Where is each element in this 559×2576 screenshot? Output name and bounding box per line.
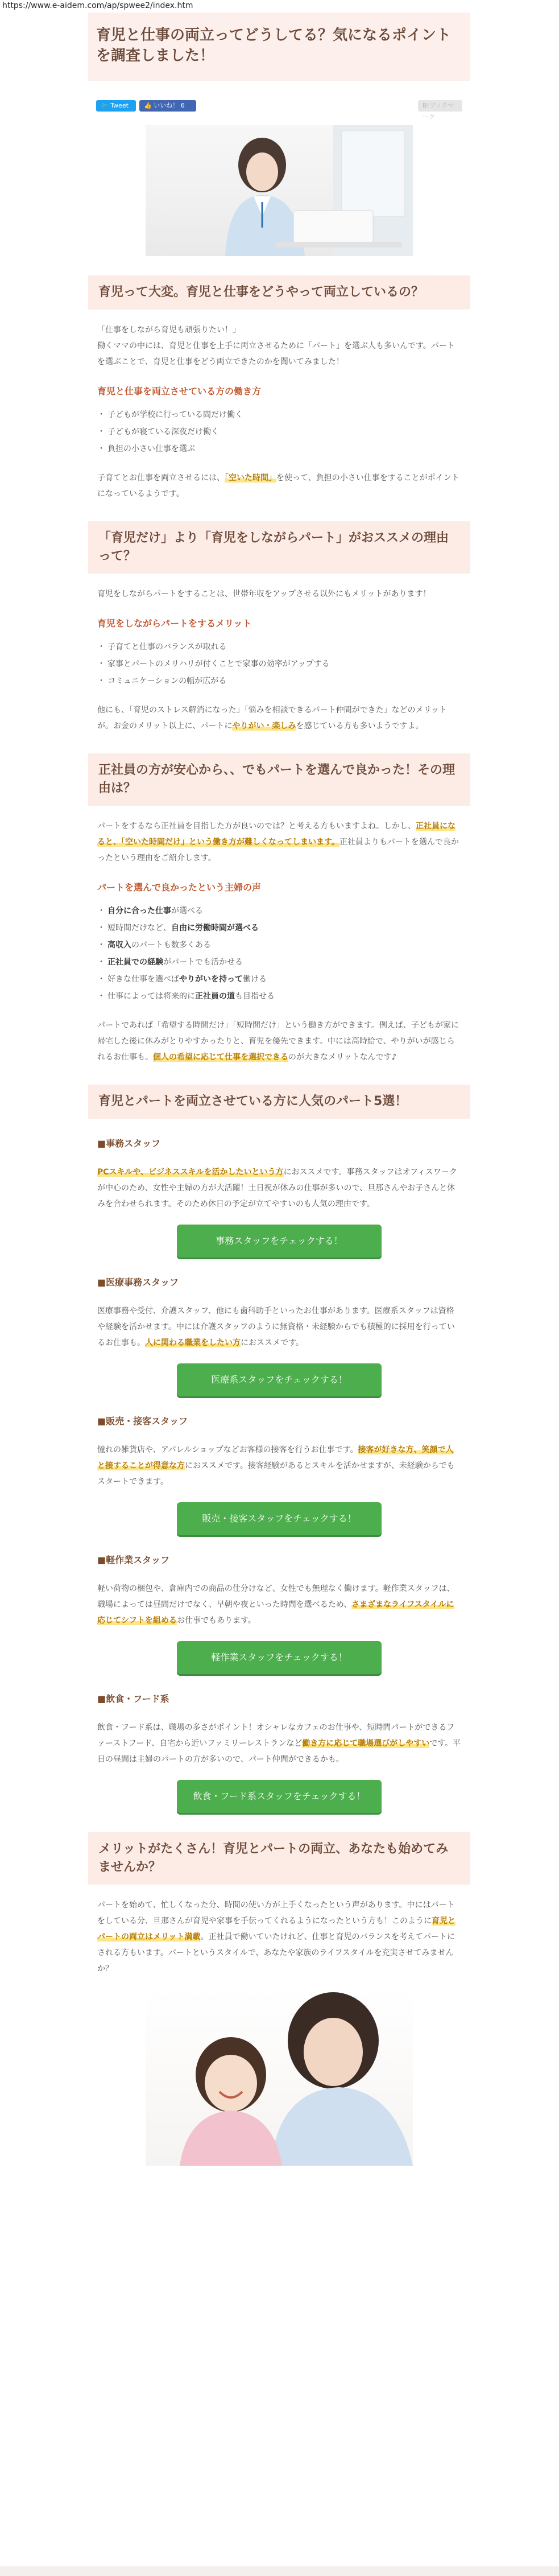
check-sales-button[interactable]: 販売・接客スタッフをチェックする！ — [177, 1502, 382, 1535]
list-item — [97, 920, 461, 937]
like-label: いいね！ 6 — [154, 102, 185, 109]
outro-text: のが大きなメリットなんです♪ — [288, 1053, 397, 1062]
thumbs-up-icon: 👍 — [144, 102, 154, 109]
list-item: ・ 負担の小さい仕事を選ぶ — [97, 440, 461, 458]
job-text: におススメです。事務スタッフはオフィスワークが中心のため、女性や主婦の方が大活躍！土日祝が休みの仕事が多いので、旦那さんやお子さんと休みを合わせられます。そのため休日の予定が立てやすいのも人気の理由です。 — [97, 1168, 457, 1209]
plain-text: 働ける — [243, 975, 267, 984]
bold-text: 正社員での経験 — [107, 958, 163, 967]
section-3-outro — [97, 1017, 461, 1065]
section-1-outro — [97, 470, 461, 502]
job-heading-office: ■事務スタッフ — [97, 1138, 161, 1149]
bold-text: 自由に労働時間が選べる — [171, 924, 259, 933]
url-text: https://www.e-aidem.com/ap/spwee2/index.htm — [2, 1, 193, 10]
bold-text: 自分に合った仕事 — [107, 906, 171, 916]
check-food-button[interactable]: 飲食・フード系スタッフをチェックする！ — [177, 1780, 382, 1813]
section-heading-1: 育児って大変。育児と仕事をどうやって両立しているの？ — [88, 275, 470, 310]
list-item — [97, 954, 461, 971]
hero-image-office-woman — [146, 125, 413, 256]
job-description — [97, 1720, 461, 1767]
job-text: におススメです。 — [241, 1338, 304, 1347]
highlight-text: 人に関わる職業をしたい方 — [145, 1338, 241, 1347]
job-heading-light-work: ■軽作業スタッフ — [97, 1555, 170, 1565]
share-bar — [88, 81, 470, 125]
job-description — [97, 1442, 461, 1490]
highlight-text: やりがい・楽しみ — [232, 722, 296, 731]
section-2-intro: 育児をしながらパートをすることは、世帯年収をアップさせる以外にもメリットがあります！ — [97, 590, 431, 599]
list-item: ・ コミュニケーションの幅が広がる — [97, 673, 461, 690]
tweet-label: Tweet — [110, 102, 129, 109]
page-title: 育児と仕事の両立ってどうしてる？気になるポイントを調査しました！ — [88, 13, 470, 81]
intro-text: 働くママの中には、育児と仕事を上手に両立させるために「パート」を選ぶ人も多いんです。パートを選ぶことで、育児と仕事をどう両立できたのかを聞いてみました！ — [97, 341, 455, 366]
job-text: 飲食・フード系は、職場の多さがポイント！オシャレなカフェのお仕事や、短時間パートができるファーストフード、自宅から近いファミリーレストランなど — [97, 1723, 455, 1748]
section-heading-5: メリットがたくさん！育児とパートの両立、あなたも始めてみませんか？ — [88, 1832, 470, 1885]
bookmark-button[interactable]: B!ブックマーク — [418, 100, 462, 112]
highlight-text: 接客が好きな方、笑顔で人と接することが得意な方 — [97, 1445, 454, 1470]
job-text: 軽い荷物の梱包や、倉庫内での商品の仕分けなど、女性でも無理なく働けます。軽作業スタッフは、職場によっては昼間だけでなく、早朝や夜といった時間を選べるため、 — [97, 1584, 455, 1609]
section-3-list — [97, 902, 461, 1005]
section-2-list — [97, 638, 461, 690]
section-3 — [88, 818, 470, 1065]
section-5-text — [97, 1897, 461, 1977]
plain-text: が選べる — [171, 906, 203, 916]
list-item: ・ 子どもが学校に行っている間だけ働く — [97, 406, 461, 423]
mother-child-photo — [146, 1989, 413, 2166]
section-5 — [88, 1897, 470, 1977]
job-description — [97, 1303, 461, 1351]
highlight-text: PCスキルや、ビジネススキルを活かしたいという方 — [97, 1168, 284, 1177]
section-1 — [88, 322, 470, 502]
highlight-text: 働き方に応じて職場選びがしやすい — [302, 1739, 430, 1748]
list-item: ・ 子育てと仕事のバランスが取れる — [97, 638, 461, 656]
mother-child-illustration — [146, 1989, 413, 2166]
job-text: におススメです。接客経験があるとスキルを活かせますが、未経験からでもスタートできます。 — [97, 1461, 455, 1486]
job-text: 憧れの雑貨店や、アパレルショップなどお客様の接客を行うお仕事です。 — [97, 1445, 358, 1454]
bold-text: 正社員の道 — [195, 992, 235, 1001]
section-2-subheading: 育児をしながらパートをするメリット — [97, 618, 252, 629]
check-medical-button[interactable]: 医療系スタッフをチェックする！ — [177, 1363, 382, 1396]
tweet-button[interactable] — [96, 100, 136, 112]
outro-text: を感じている方も多いようですよ。 — [296, 722, 424, 731]
job-text: お仕事でもあります。 — [177, 1616, 256, 1625]
section-3-intro — [97, 818, 461, 866]
highlight-text: 正社員になると、「空いた時間だけ」という働き方が難しくなってしまいます。 — [97, 822, 456, 847]
footer-band — [0, 2566, 559, 2576]
job-heading-sales: ■販売・接客スタッフ — [97, 1416, 188, 1427]
section-2 — [88, 586, 470, 734]
highlight-text: さまざまなライフスタイルに応じてシフトを組める — [97, 1600, 454, 1625]
office-woman-illustration — [146, 125, 413, 256]
bold-text: 高収入 — [107, 941, 131, 950]
list-item: ・ 家事とパートのメリハリが付くことで家事の効率がアップする — [97, 656, 461, 673]
outro-text: を使って、負担の小さい仕事をすることがポイントになっているようです。 — [97, 473, 459, 498]
list-item — [97, 988, 461, 1005]
plain-text: も目指せる — [235, 992, 275, 1001]
check-office-button[interactable]: 事務スタッフをチェックする！ — [177, 1225, 382, 1258]
highlight-text: 育児とパートの両立はメリット満載 — [97, 1916, 456, 1942]
article — [88, 13, 470, 2166]
section-heading-2: 「育児だけ」より「育児をしながらパート」がおススメの理由って？ — [88, 521, 470, 574]
section-1-subheading: 育児と仕事を両立させている方の働き方 — [97, 386, 262, 397]
section-3-subheading: パートを選んで良かったという主婦の声 — [97, 882, 262, 893]
list-item — [97, 937, 461, 954]
section-1-list — [97, 406, 461, 458]
closing-text: 。正社員で働いていたけれど、仕事と育児のバランスを考えてパートにされる方もいます。パートというスタイルで、あなたや家族のライフスタイルを充実させてみませんか？ — [97, 1932, 456, 1973]
section-heading-3: 正社員の方が安心から、、でもパートを選んで良かった！その理由は？ — [88, 753, 470, 806]
check-light-work-button[interactable]: 軽作業スタッフをチェックする！ — [177, 1641, 382, 1674]
highlight-text: 個人の希望に応じて仕事を選択できる — [153, 1053, 288, 1062]
like-button[interactable] — [139, 100, 196, 112]
intro-text: 正社員よりもパートを選んで良かったという理由をご紹介します。 — [97, 838, 459, 863]
job-heading-food: ■飲食・フード系 — [97, 1693, 169, 1704]
plain-text: 仕事によっては将来的に — [107, 992, 195, 1001]
intro-text: パートをするなら正社員を目指した方が良いのでは？と考える方もいますよね。しかし、 — [97, 822, 416, 831]
job-heading-medical: ■医療事務スタッフ — [97, 1277, 179, 1288]
outro-text: 子育てとお仕事を両立させるには、 — [97, 473, 225, 483]
list-item — [97, 971, 461, 988]
list-item — [97, 902, 461, 920]
list-item: ・ 子どもが寝ている深夜だけ働く — [97, 423, 461, 440]
job-description — [97, 1164, 461, 1212]
section-1-intro — [97, 322, 461, 370]
plain-text: 好きな仕事を選べば — [107, 975, 179, 984]
twitter-icon: 🐦 — [101, 102, 111, 109]
outro-text: パートであれば「希望する時間だけ」「短時間だけ」という働き方ができます。例えば、子どもが家に帰宅した後に休みがとりやすかったりと、育児を優先できます。中には高時給で、やりがいが感じられるお仕事も。 — [97, 1021, 459, 1062]
plain-text: 短時間だけなど、 — [107, 924, 171, 933]
job-text: 医療事務や受付、介護スタッフ、他にも歯科助手といったお仕事があります。医療系スタッフは資格や経験を活かせます。中には介護スタッフのように無資格・未経験からでも積極的に採用を行っているお仕事も。 — [97, 1306, 455, 1347]
job-description — [97, 1581, 461, 1629]
highlight-text: 「空いた時間」 — [225, 473, 276, 483]
job-text: です。平日の昼間は主婦のパートの方が多いので、パート仲間ができるかも。 — [97, 1739, 461, 1764]
outro-text: 他にも、「育児のストレス解消になった」「悩みを相談できるパート仲間ができた」などのメリットが。お金のメリット以上に、パートに — [97, 706, 448, 731]
closing-text: パートを始めて、忙しくなった分、時間の使い方が上手くなったという声があります。中にはパートをしている分、旦那さんが育児や家事を手伝ってくれるようになったという方も！このように — [97, 1901, 455, 1926]
section-4 — [88, 1136, 470, 1813]
section-heading-4: 育児とパートを両立させている方に人気のパート5選！ — [88, 1085, 470, 1119]
section-2-outro — [97, 702, 461, 734]
plain-text: のパートも数多くある — [131, 941, 211, 950]
plain-text: がパートでも活かせる — [163, 958, 243, 967]
intro-quote: 「仕事をしながら育児も頑張りたい！」 — [97, 325, 241, 335]
bold-text: やりがいを持って — [179, 975, 243, 984]
